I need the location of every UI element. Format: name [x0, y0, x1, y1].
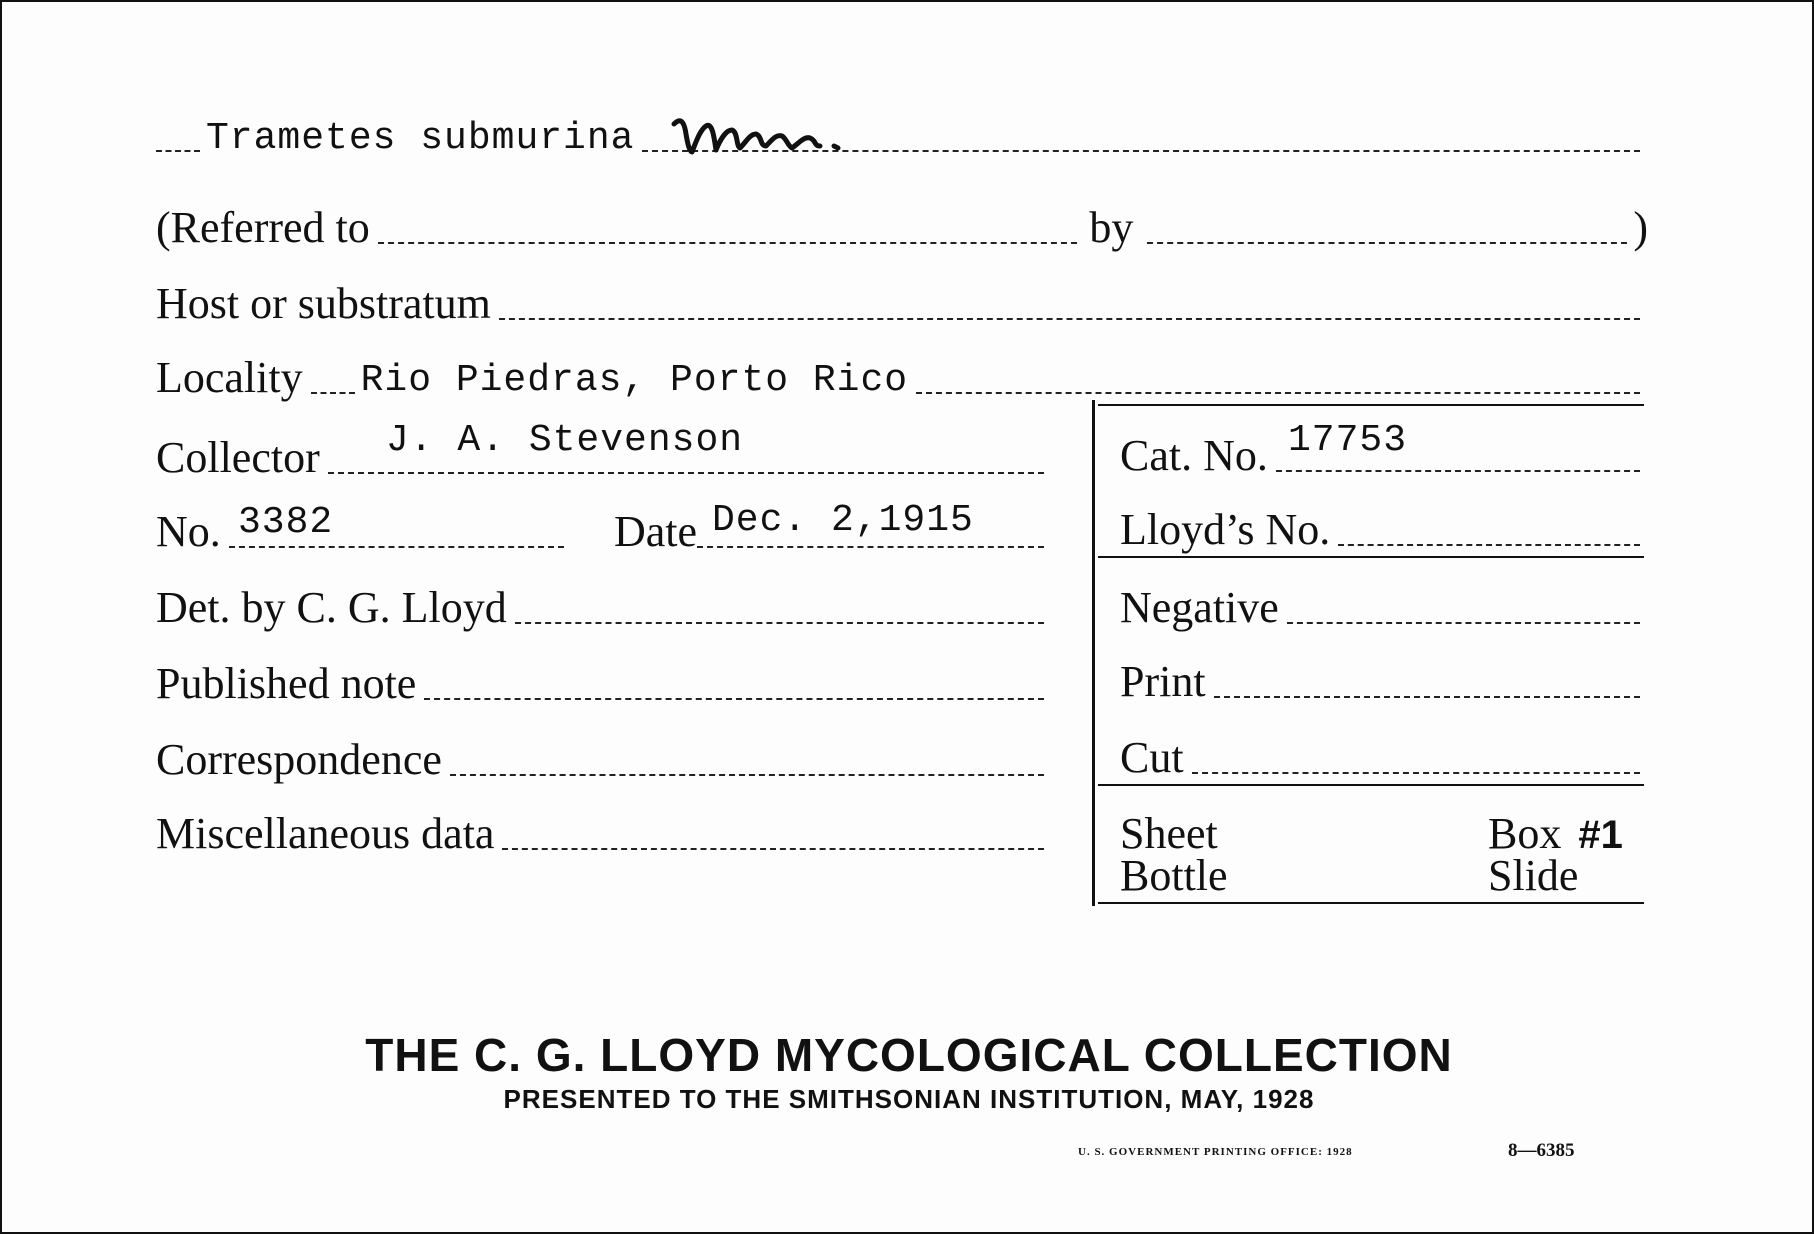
bottle-label: Bottle [1120, 851, 1228, 900]
correspondence-row [156, 735, 1050, 784]
misc-label: Miscellaneous data [156, 809, 495, 858]
locality-leader [311, 392, 355, 394]
negative-label: Negative [1120, 583, 1279, 632]
locality-dashed-line [916, 392, 1640, 394]
form-number: 8—6385 [1508, 1140, 1575, 1161]
cut-label: Cut [1120, 733, 1184, 782]
date-value: Dec. 2,1915 [712, 499, 974, 542]
host-row [156, 279, 1646, 328]
print-row [1120, 657, 1646, 706]
cat-label: Cat. No. [1120, 431, 1268, 480]
lloyd-row [1120, 505, 1646, 554]
cut-dashed-line [1192, 772, 1640, 774]
by-label: by [1089, 203, 1134, 252]
taxon-leader [156, 150, 200, 152]
taxon-name: Trametes submurina [206, 117, 635, 160]
date-dashed-line [697, 546, 1044, 548]
number-dashed-line [229, 546, 564, 548]
print-label: Print [1120, 657, 1206, 706]
lloyd-dashed-line [1338, 544, 1640, 546]
collector-label: Collector [156, 433, 320, 482]
cut-row [1120, 733, 1646, 782]
cat-value: 17753 [1288, 419, 1408, 462]
collection-subtitle: PRESENTED TO THE SMITHSONIAN INSTITUTION, MAY, 1928 [503, 1084, 1315, 1114]
negative-dashed-line [1287, 622, 1640, 624]
correspondence-label: Correspondence [156, 735, 442, 784]
slide-label: Slide [1488, 851, 1579, 900]
correspondence-dashed-line [450, 774, 1044, 776]
referred-row [156, 203, 1648, 252]
box-label [1488, 809, 1623, 858]
cat-dashed-line [1276, 470, 1640, 472]
box-number: #1 [1578, 813, 1623, 857]
print-dashed-line [1214, 696, 1640, 698]
published-dashed-line [424, 698, 1044, 700]
box-divider-top [1098, 556, 1644, 558]
misc-row [156, 809, 1050, 858]
box-left-border [1092, 400, 1095, 906]
det-row [156, 583, 1050, 632]
host-dashed-line [499, 318, 1640, 320]
negative-row [1120, 583, 1646, 632]
collection-title: THE C. G. LLOYD MYCOLOGICAL COLLECTION [365, 1029, 1453, 1081]
host-label: Host or substratum [156, 279, 491, 328]
referred-dashed-line [378, 242, 1078, 244]
number-value: 3382 [238, 501, 334, 544]
referred-label: (Referred to [156, 203, 370, 252]
box-divider-bottom [1098, 784, 1644, 786]
date-label: Date [614, 507, 698, 556]
locality-value: Rio Piedras, Porto Rico [360, 359, 909, 402]
det-label: Det. by C. G. Lloyd [156, 583, 507, 632]
box-top-border [1098, 404, 1644, 406]
misc-dashed-line [502, 848, 1044, 850]
published-label: Published note [156, 659, 417, 708]
by-dashed-line [1147, 242, 1627, 244]
handwritten-annotation [670, 112, 900, 172]
det-dashed-line [515, 622, 1044, 624]
sheet-label: Sheet [1120, 809, 1218, 858]
taxon-row [156, 117, 1646, 160]
closing-paren: ) [1633, 203, 1648, 252]
printing-office-imprint: U. S. GOVERNMENT PRINTING OFFICE: 1928 [1078, 1146, 1353, 1158]
number-label: No. [156, 507, 221, 556]
box-bottom-border [1098, 902, 1644, 904]
collector-dashed-line [328, 472, 1044, 474]
published-row [156, 659, 1050, 708]
number-row [156, 507, 570, 556]
lloyd-label: Lloyd’s No. [1120, 505, 1331, 554]
locality-label: Locality [156, 353, 303, 402]
locality-row [156, 353, 1646, 402]
box-label-text: Box [1488, 809, 1562, 858]
collector-value: J. A. Stevenson [386, 419, 744, 462]
